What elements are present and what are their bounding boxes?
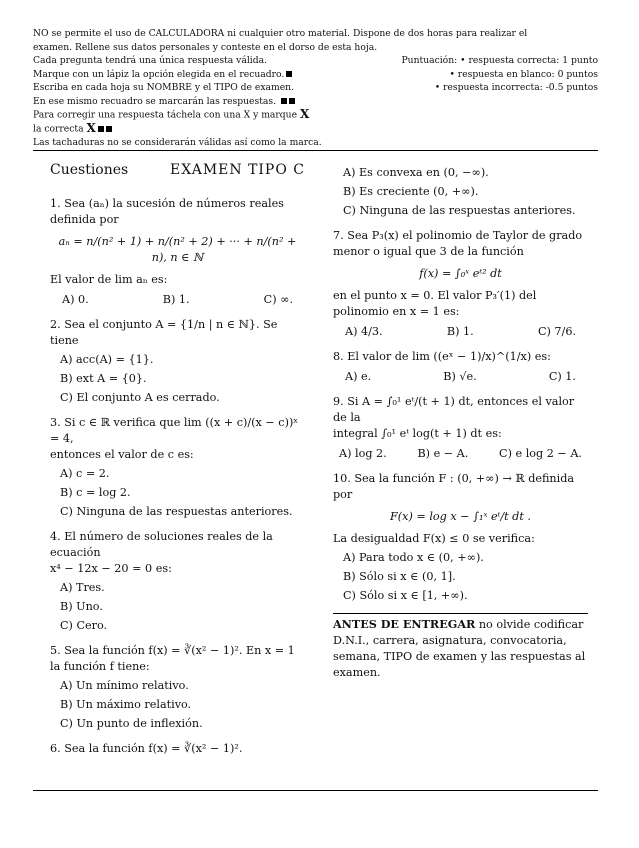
question-6-options — [333, 165, 588, 219]
instructions-line-1: NO se permite el uso de CALCULADORA ni cualquier otro material. Dispone de dos horas para realizar el — [33, 28, 528, 39]
filled-box-icon — [98, 126, 104, 132]
option-b[interactable]: B) 1. — [446, 325, 474, 338]
question-4 — [50, 529, 305, 634]
option-c[interactable]: C) Un punto de inflexión. — [60, 717, 203, 730]
question-1 — [50, 196, 305, 308]
question-6 — [50, 741, 305, 757]
question-text: integral ∫₀¹ eᵗ log(t + 1) dt es: — [333, 427, 502, 440]
scoring-2: • respuesta en blanco: 0 puntos — [449, 68, 598, 80]
bullet-2: Marque con un lápiz la opción elegida en el recuadro. — [33, 68, 292, 82]
filled-box-icon — [281, 98, 287, 104]
bullet-3: Escriba en cada hoja su NOMBRE y el TIPO de examen. — [33, 82, 294, 93]
option-c[interactable]: C) e log 2 − A. — [499, 447, 582, 460]
option-b[interactable]: B) Un máximo relativo. — [60, 698, 192, 711]
bottom-divider — [33, 790, 598, 791]
option-a[interactable]: A) Un mínimo relativo. — [60, 679, 189, 692]
filled-box-icon — [286, 71, 292, 77]
question-9 — [333, 394, 588, 462]
option-b[interactable]: B) Sólo si x ∈ (0, 1]. — [343, 570, 456, 583]
option-a[interactable]: A) Para todo x ∈ (0, +∞). — [343, 551, 484, 564]
formula: f(x) = ∫₀ˣ eᵗ² dt — [419, 267, 502, 280]
scoring-1: Puntuación: • respuesta correcta: 1 punto — [401, 55, 598, 66]
formula: aₙ = n/(n² + 1) + n/(n² + 2) + ··· + n/(n² + n), n ∈ ℕ — [58, 235, 297, 264]
bullet-1: Cada pregunta tendrá una única respuesta válida. — [33, 55, 267, 66]
option-c[interactable]: C) Sólo si x ∈ [1, +∞). — [343, 589, 468, 602]
question-text: 4. El número de soluciones reales de la ecuación — [50, 530, 273, 559]
question-text: El valor de lim aₙ es: — [50, 273, 168, 286]
instructions-line-2: examen. Rellene sus datos personales y conteste en el dorso de esta hoja. — [33, 41, 378, 53]
option-a[interactable]: A) Tres. — [60, 581, 105, 594]
option-c[interactable]: C) Ninguna de las respuestas anteriores. — [60, 505, 293, 518]
option-b[interactable]: B) 1. — [162, 293, 190, 306]
option-b[interactable]: B) c = log 2. — [60, 486, 131, 499]
exam-instructions — [33, 27, 598, 149]
question-5 — [50, 643, 305, 732]
question-text: x⁴ − 12x − 20 = 0 es: — [50, 562, 172, 575]
question-text: 3. Si c ∈ ℝ verifica que lim ((x + c)/(x − c))ˣ = 4, — [50, 416, 299, 445]
question-text: 9. Si A = ∫₀¹ eᵗ/(t + 1) dt, entonces el valor de la — [333, 395, 575, 424]
right-column — [333, 162, 588, 681]
question-text: entonces el valor de c es: — [50, 448, 194, 461]
question-3 — [50, 415, 305, 520]
top-divider — [33, 150, 598, 151]
option-c[interactable]: C) El conjunto A es cerrado. — [60, 391, 220, 404]
reminder-text: no olvide codificar D.N.I., carrera, asignatura, convocatoria, semana, TIPO de examen y las respuestas al examen. — [333, 618, 586, 679]
option-c[interactable]: C) 1. — [548, 370, 576, 383]
option-b[interactable]: B) ext A = {0}. — [60, 372, 147, 385]
option-c[interactable]: C) 7/6. — [537, 325, 576, 338]
option-a[interactable]: A) log 2. — [339, 447, 387, 460]
option-c[interactable]: C) Ninguna de las respuestas anteriores. — [343, 204, 576, 217]
bullet-4: En ese mismo recuadro se marcarán las respuestas. — [33, 95, 598, 109]
question-2 — [50, 317, 305, 406]
question-text: 6. Sea la función f(x) = ∛(x² − 1)². — [50, 742, 243, 755]
option-b[interactable]: B) Es creciente (0, +∞). — [343, 185, 479, 198]
formula: F(x) = log x − ∫₁ˣ eᵗ/t dt . — [390, 510, 531, 523]
option-a[interactable]: A) e. — [345, 370, 372, 383]
question-10 — [333, 471, 588, 604]
question-8 — [333, 349, 588, 385]
bullet-5: Para corregir una respuesta táchela con una X y marque X — [33, 107, 310, 121]
question-text: 7. Sea P₃(x) el polinomio de Taylor de grado menor o igual que 3 de la función — [333, 229, 583, 258]
question-text: en el punto x = 0. El valor P₃′(1) del polinomio en x = 1 es: — [333, 289, 537, 318]
question-text: La desigualdad F(x) ≤ 0 se verifica: — [333, 532, 535, 545]
cross-mark-icon: X — [86, 120, 96, 135]
option-b[interactable]: B) e − A. — [417, 447, 469, 460]
filled-box-icon — [289, 98, 295, 104]
question-text: la función f tiene: — [50, 660, 150, 673]
question-text: 2. Sea el conjunto A = {1/n | n ∈ ℕ}. Se tiene — [50, 318, 278, 347]
section-label: Cuestiones — [50, 162, 129, 178]
scoring-3: • respuesta incorrecta: -0.5 puntos — [434, 82, 598, 93]
submission-reminder — [333, 613, 588, 681]
exam-type-label: EXAMEN TIPO C — [170, 162, 305, 178]
option-a[interactable]: A) Es convexa en (0, −∞). — [343, 166, 489, 179]
question-text: 5. Sea la función f(x) = ∛(x² − 1)². En x = 1 — [50, 644, 295, 657]
question-text: 8. El valor de lim ((eˣ − 1)/x)^(1/x) es: — [333, 350, 551, 363]
option-a[interactable]: A) c = 2. — [60, 467, 110, 480]
reminder-heading: ANTES DE ENTREGAR — [333, 617, 476, 631]
question-7 — [333, 228, 588, 340]
filled-box-icon — [106, 126, 112, 132]
option-a[interactable]: A) 0. — [62, 293, 89, 306]
option-c[interactable]: C) ∞. — [263, 293, 293, 306]
cross-mark-icon: X — [299, 107, 310, 121]
bullet-5b: la correcta X — [33, 122, 598, 136]
exam-title — [50, 162, 305, 178]
bullet-6: Las tachaduras no se considerarán válidas así como la marca. — [33, 136, 322, 148]
option-c[interactable]: C) Cero. — [60, 619, 108, 632]
option-b[interactable]: B) √e. — [443, 370, 477, 383]
left-column — [50, 162, 305, 766]
option-a[interactable]: A) acc(A) = {1}. — [60, 353, 154, 366]
option-a[interactable]: A) 4/3. — [345, 325, 383, 338]
question-text: 10. Sea la función F : (0, +∞) → ℝ definida por — [333, 472, 575, 501]
option-b[interactable]: B) Uno. — [60, 600, 103, 613]
question-text: 1. Sea (aₙ) la sucesión de números reales definida por — [50, 197, 284, 226]
